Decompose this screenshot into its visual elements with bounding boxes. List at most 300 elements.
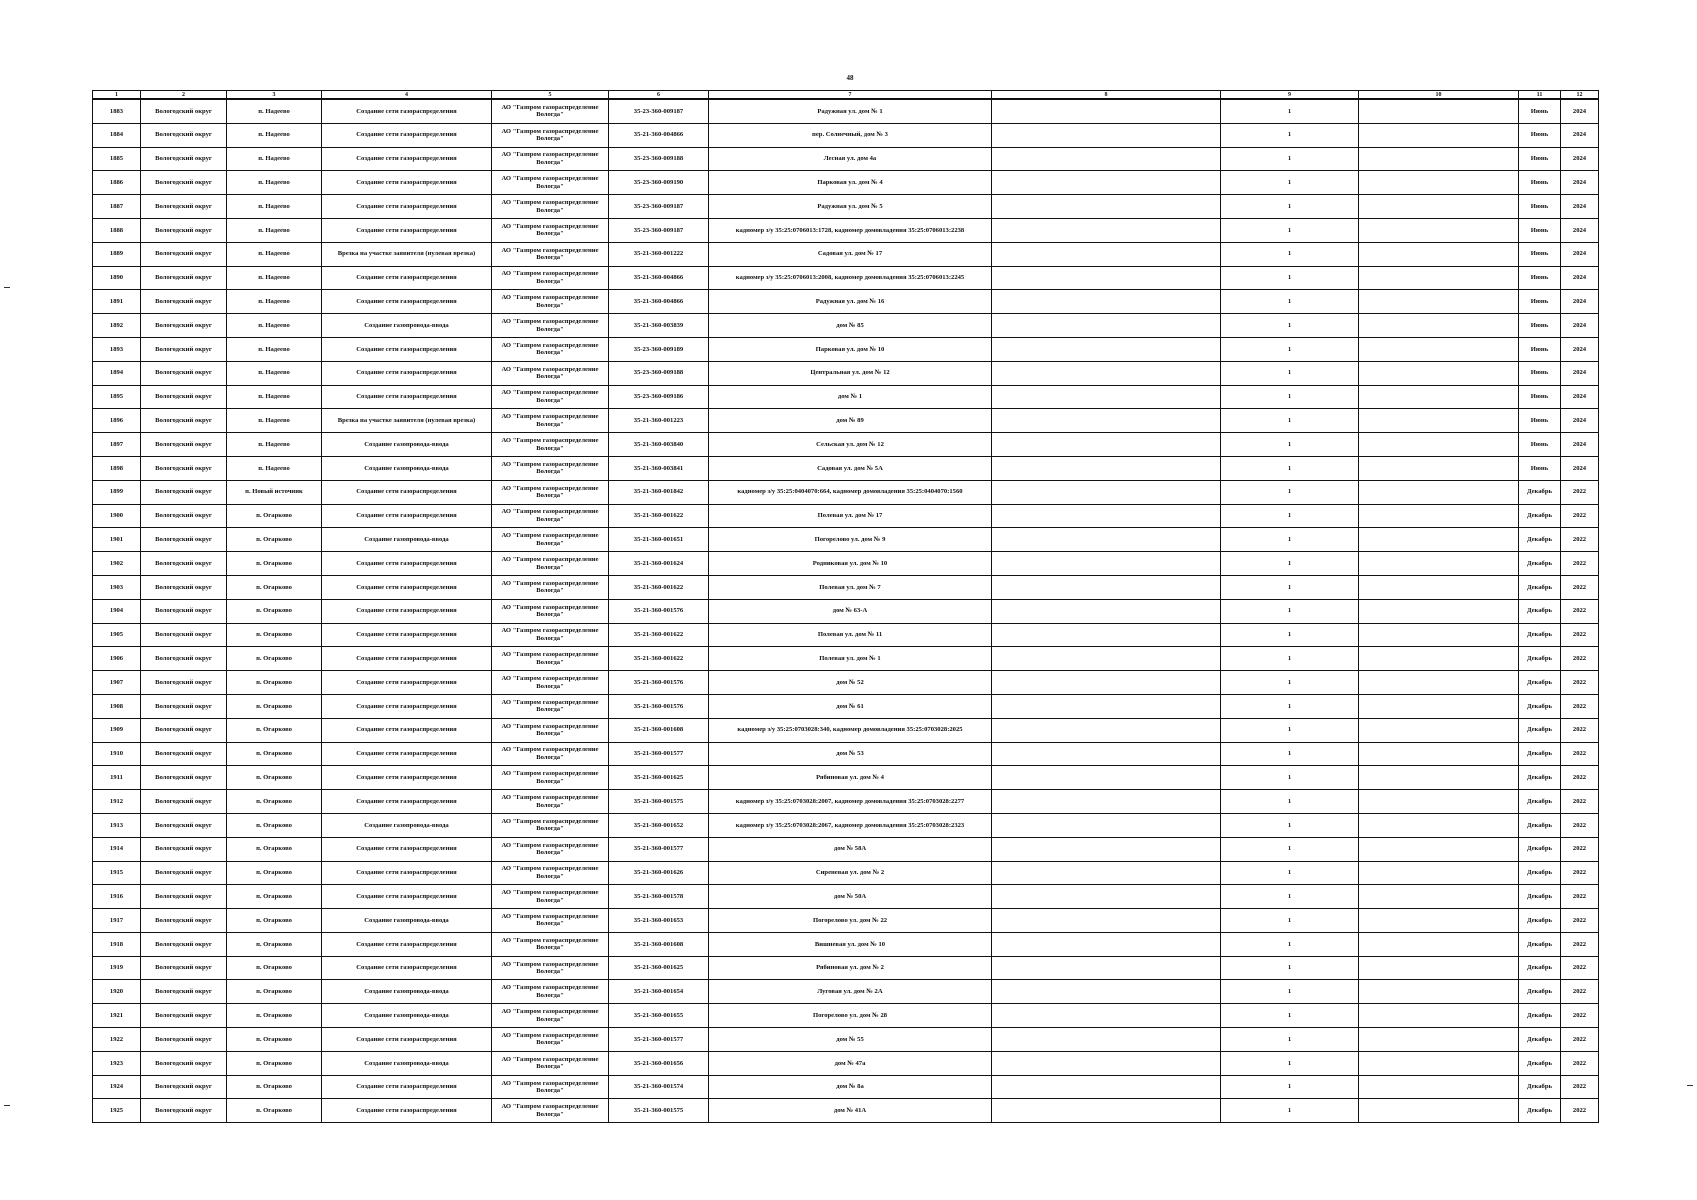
registry-number-cell: 35-21-360-001577 bbox=[609, 742, 709, 766]
empty-cell bbox=[992, 837, 1221, 861]
quantity-cell: 1 bbox=[1221, 218, 1359, 242]
address-cell: пер. Солнечный, дом № 3 bbox=[709, 123, 992, 147]
empty-cell bbox=[992, 337, 1221, 361]
row-number: 1890 bbox=[93, 266, 141, 290]
month-cell: Декабрь bbox=[1519, 1004, 1561, 1028]
district-cell: Вологодский округ bbox=[141, 766, 227, 790]
empty-cell bbox=[992, 1075, 1221, 1099]
year-cell: 2022 bbox=[1561, 861, 1599, 885]
right-margin-mark bbox=[1687, 1085, 1693, 1086]
year-cell: 2022 bbox=[1561, 528, 1599, 552]
quantity-cell: 1 bbox=[1221, 385, 1359, 409]
address-cell: Парковая ул. дом № 10 bbox=[709, 337, 992, 361]
table-row bbox=[93, 1028, 1599, 1052]
settlement-cell: п. Огарково bbox=[227, 837, 322, 861]
row-number: 1891 bbox=[93, 290, 141, 314]
organization-cell: АО "Газпром газораспределение Вологда" bbox=[492, 837, 609, 861]
table-row bbox=[93, 385, 1599, 409]
empty-cell bbox=[992, 742, 1221, 766]
year-cell: 2022 bbox=[1561, 1051, 1599, 1075]
year-cell: 2022 bbox=[1561, 790, 1599, 814]
empty-cell bbox=[1359, 647, 1519, 671]
year-cell: 2024 bbox=[1561, 433, 1599, 457]
registry-number-cell: 35-21-360-003840 bbox=[609, 433, 709, 457]
empty-cell bbox=[1359, 528, 1519, 552]
empty-cell bbox=[1359, 123, 1519, 147]
row-number: 1901 bbox=[93, 528, 141, 552]
quantity-cell: 1 bbox=[1221, 885, 1359, 909]
organization-cell: АО "Газпром газораспределение Вологда" bbox=[492, 147, 609, 171]
registry-number-cell: 35-21-360-001574 bbox=[609, 1075, 709, 1099]
district-cell: Вологодский округ bbox=[141, 147, 227, 171]
address-cell: Радужная ул. дом № 1 bbox=[709, 99, 992, 123]
quantity-cell: 1 bbox=[1221, 337, 1359, 361]
settlement-cell: п. Огарково bbox=[227, 1099, 322, 1123]
settlement-cell: п. Надеево bbox=[227, 266, 322, 290]
empty-cell bbox=[1359, 1099, 1519, 1123]
quantity-cell: 1 bbox=[1221, 1099, 1359, 1123]
empty-cell bbox=[1359, 623, 1519, 647]
district-cell: Вологодский округ bbox=[141, 1028, 227, 1052]
work-type-cell: Создание сети газораспределения bbox=[322, 218, 492, 242]
work-type-cell: Создание сети газораспределения bbox=[322, 385, 492, 409]
work-type-cell: Создание сети газораспределения bbox=[322, 861, 492, 885]
district-cell: Вологодский округ bbox=[141, 980, 227, 1004]
column-number-header: 10 bbox=[1359, 91, 1519, 100]
empty-cell bbox=[1359, 932, 1519, 956]
organization-cell: АО "Газпром газораспределение Вологда" bbox=[492, 909, 609, 933]
page-number: 48 bbox=[846, 74, 854, 82]
registry-number-cell: 35-21-360-001608 bbox=[609, 718, 709, 742]
district-cell: Вологодский округ bbox=[141, 813, 227, 837]
quantity-cell: 1 bbox=[1221, 718, 1359, 742]
settlement-cell: п. Огарково bbox=[227, 956, 322, 980]
column-number-header: 3 bbox=[227, 91, 322, 100]
table-row bbox=[93, 504, 1599, 528]
address-cell: Сиреневая ул. дом № 2 bbox=[709, 861, 992, 885]
settlement-cell: п. Огарково bbox=[227, 1075, 322, 1099]
empty-cell bbox=[1359, 409, 1519, 433]
row-number: 1904 bbox=[93, 599, 141, 623]
empty-cell bbox=[1359, 694, 1519, 718]
district-cell: Вологодский округ bbox=[141, 409, 227, 433]
empty-cell bbox=[1359, 671, 1519, 695]
address-cell: Центральная ул. дом № 12 bbox=[709, 361, 992, 385]
address-cell: кадномер з/у 35:25:0703028:2067, кадномер домовладения 35:25:0703028:2323 bbox=[709, 813, 992, 837]
district-cell: Вологодский округ bbox=[141, 932, 227, 956]
month-cell: Декабрь bbox=[1519, 504, 1561, 528]
work-type-cell: Создание сети газораспределения bbox=[322, 195, 492, 219]
settlement-cell: п. Надеево bbox=[227, 195, 322, 219]
year-cell: 2022 bbox=[1561, 885, 1599, 909]
address-cell: дом № 50А bbox=[709, 885, 992, 909]
empty-cell bbox=[992, 956, 1221, 980]
month-cell: Декабрь bbox=[1519, 480, 1561, 504]
settlement-cell: п. Огарково bbox=[227, 528, 322, 552]
empty-cell bbox=[1359, 599, 1519, 623]
settlement-cell: п. Надеево bbox=[227, 290, 322, 314]
registry-number-cell: 35-21-360-001576 bbox=[609, 694, 709, 718]
district-cell: Вологодский округ bbox=[141, 837, 227, 861]
work-type-cell: Создание сети газораспределения bbox=[322, 790, 492, 814]
table-row bbox=[93, 575, 1599, 599]
settlement-cell: п. Огарково bbox=[227, 742, 322, 766]
empty-cell bbox=[1359, 980, 1519, 1004]
empty-cell bbox=[1359, 1028, 1519, 1052]
registry-number-cell: 35-21-360-001625 bbox=[609, 956, 709, 980]
quantity-cell: 1 bbox=[1221, 528, 1359, 552]
district-cell: Вологодский округ bbox=[141, 718, 227, 742]
left-margin-mark bbox=[4, 1105, 10, 1106]
registry-number-cell: 35-21-360-001622 bbox=[609, 575, 709, 599]
row-number: 1912 bbox=[93, 790, 141, 814]
table-row bbox=[93, 433, 1599, 457]
quantity-cell: 1 bbox=[1221, 433, 1359, 457]
year-cell: 2022 bbox=[1561, 552, 1599, 576]
settlement-cell: п. Огарково bbox=[227, 885, 322, 909]
quantity-cell: 1 bbox=[1221, 409, 1359, 433]
organization-cell: АО "Газпром газораспределение Вологда" bbox=[492, 1028, 609, 1052]
month-cell: Декабрь bbox=[1519, 575, 1561, 599]
row-number: 1911 bbox=[93, 766, 141, 790]
organization-cell: АО "Газпром газораспределение Вологда" bbox=[492, 956, 609, 980]
district-cell: Вологодский округ bbox=[141, 599, 227, 623]
registry-table bbox=[92, 90, 1599, 1123]
table-row bbox=[93, 813, 1599, 837]
empty-cell bbox=[1359, 361, 1519, 385]
year-cell: 2022 bbox=[1561, 766, 1599, 790]
column-number-header: 7 bbox=[709, 91, 992, 100]
month-cell: Декабрь bbox=[1519, 1075, 1561, 1099]
table-row bbox=[93, 409, 1599, 433]
table-row bbox=[93, 956, 1599, 980]
empty-cell bbox=[1359, 718, 1519, 742]
address-cell: Полевая ул. дом № 1 bbox=[709, 647, 992, 671]
empty-cell bbox=[1359, 504, 1519, 528]
empty-cell bbox=[1359, 266, 1519, 290]
registry-number-cell: 35-21-360-001622 bbox=[609, 623, 709, 647]
year-cell: 2022 bbox=[1561, 1099, 1599, 1123]
work-type-cell: Создание сети газораспределения bbox=[322, 504, 492, 528]
empty-cell bbox=[1359, 766, 1519, 790]
empty-cell bbox=[992, 433, 1221, 457]
empty-cell bbox=[992, 266, 1221, 290]
row-number: 1894 bbox=[93, 361, 141, 385]
empty-cell bbox=[992, 528, 1221, 552]
empty-cell bbox=[1359, 1075, 1519, 1099]
settlement-cell: п. Огарково bbox=[227, 718, 322, 742]
district-cell: Вологодский округ bbox=[141, 195, 227, 219]
registry-number-cell: 35-21-360-001575 bbox=[609, 1099, 709, 1123]
row-number: 1918 bbox=[93, 932, 141, 956]
year-cell: 2022 bbox=[1561, 623, 1599, 647]
organization-cell: АО "Газпром газораспределение Вологда" bbox=[492, 980, 609, 1004]
district-cell: Вологодский округ bbox=[141, 99, 227, 123]
year-cell: 2024 bbox=[1561, 242, 1599, 266]
month-cell: Декабрь bbox=[1519, 647, 1561, 671]
year-cell: 2024 bbox=[1561, 314, 1599, 338]
month-cell: Июнь bbox=[1519, 385, 1561, 409]
left-margin-mark bbox=[4, 287, 10, 288]
district-cell: Вологодский округ bbox=[141, 956, 227, 980]
work-type-cell: Создание газопровода-ввода bbox=[322, 909, 492, 933]
table-row bbox=[93, 123, 1599, 147]
row-number: 1919 bbox=[93, 956, 141, 980]
year-cell: 2024 bbox=[1561, 171, 1599, 195]
month-cell: Декабрь bbox=[1519, 766, 1561, 790]
quantity-cell: 1 bbox=[1221, 290, 1359, 314]
district-cell: Вологодский округ bbox=[141, 1099, 227, 1123]
organization-cell: АО "Газпром газораспределение Вологда" bbox=[492, 337, 609, 361]
work-type-cell: Создание сети газораспределения bbox=[322, 1028, 492, 1052]
empty-cell bbox=[992, 195, 1221, 219]
registry-number-cell: 35-21-360-001656 bbox=[609, 1051, 709, 1075]
year-cell: 2022 bbox=[1561, 694, 1599, 718]
quantity-cell: 1 bbox=[1221, 813, 1359, 837]
month-cell: Июнь bbox=[1519, 123, 1561, 147]
table-row bbox=[93, 742, 1599, 766]
work-type-cell: Создание сети газораспределения bbox=[322, 99, 492, 123]
row-number: 1902 bbox=[93, 552, 141, 576]
work-type-cell: Создание газопровода-ввода bbox=[322, 1004, 492, 1028]
month-cell: Декабрь bbox=[1519, 932, 1561, 956]
work-type-cell: Создание газопровода-ввода bbox=[322, 980, 492, 1004]
registry-number-cell: 35-21-360-001222 bbox=[609, 242, 709, 266]
settlement-cell: п. Надеево bbox=[227, 218, 322, 242]
organization-cell: АО "Газпром газораспределение Вологда" bbox=[492, 1004, 609, 1028]
year-cell: 2022 bbox=[1561, 671, 1599, 695]
month-cell: Июнь bbox=[1519, 218, 1561, 242]
settlement-cell: п. Надеево bbox=[227, 171, 322, 195]
month-cell: Декабрь bbox=[1519, 718, 1561, 742]
organization-cell: АО "Газпром газораспределение Вологда" bbox=[492, 266, 609, 290]
row-number: 1922 bbox=[93, 1028, 141, 1052]
quantity-cell: 1 bbox=[1221, 99, 1359, 123]
organization-cell: АО "Газпром газораспределение Вологда" bbox=[492, 171, 609, 195]
header-row bbox=[93, 91, 1599, 100]
registry-number-cell: 35-23-360-009190 bbox=[609, 171, 709, 195]
empty-cell bbox=[992, 1051, 1221, 1075]
column-number-header: 6 bbox=[609, 91, 709, 100]
work-type-cell: Создание сети газораспределения bbox=[322, 837, 492, 861]
month-cell: Июнь bbox=[1519, 456, 1561, 480]
work-type-cell: Создание сети газораспределения bbox=[322, 337, 492, 361]
organization-cell: АО "Газпром газораспределение Вологда" bbox=[492, 409, 609, 433]
row-number: 1920 bbox=[93, 980, 141, 1004]
district-cell: Вологодский округ bbox=[141, 742, 227, 766]
quantity-cell: 1 bbox=[1221, 1051, 1359, 1075]
settlement-cell: п. Огарково bbox=[227, 694, 322, 718]
work-type-cell: Создание сети газораспределения bbox=[322, 147, 492, 171]
empty-cell bbox=[1359, 790, 1519, 814]
month-cell: Декабрь bbox=[1519, 813, 1561, 837]
address-cell: дом № 85 bbox=[709, 314, 992, 338]
table-row bbox=[93, 266, 1599, 290]
registry-number-cell: 35-21-360-003841 bbox=[609, 456, 709, 480]
quantity-cell: 1 bbox=[1221, 242, 1359, 266]
work-type-cell: Создание сети газораспределения bbox=[322, 361, 492, 385]
month-cell: Декабрь bbox=[1519, 1051, 1561, 1075]
column-number-header: 12 bbox=[1561, 91, 1599, 100]
month-cell: Июнь bbox=[1519, 266, 1561, 290]
address-cell: дом № 55 bbox=[709, 1028, 992, 1052]
month-cell: Декабрь bbox=[1519, 909, 1561, 933]
registry-number-cell: 35-23-360-009188 bbox=[609, 147, 709, 171]
quantity-cell: 1 bbox=[1221, 504, 1359, 528]
quantity-cell: 1 bbox=[1221, 147, 1359, 171]
address-cell: кадномер з/у 35:25:0706013:2008, кадномер домовладения 35:25:0706013:2245 bbox=[709, 266, 992, 290]
row-number: 1924 bbox=[93, 1075, 141, 1099]
organization-cell: АО "Газпром газораспределение Вологда" bbox=[492, 766, 609, 790]
empty-cell bbox=[992, 599, 1221, 623]
empty-cell bbox=[992, 171, 1221, 195]
settlement-cell: п. Надеево bbox=[227, 314, 322, 338]
work-type-cell: Создание сети газораспределения bbox=[322, 123, 492, 147]
district-cell: Вологодский округ bbox=[141, 1051, 227, 1075]
empty-cell bbox=[992, 909, 1221, 933]
work-type-cell: Создание сети газораспределения bbox=[322, 599, 492, 623]
work-type-cell: Создание сети газораспределения bbox=[322, 623, 492, 647]
work-type-cell: Создание сети газораспределения bbox=[322, 718, 492, 742]
registry-number-cell: 35-23-360-009187 bbox=[609, 99, 709, 123]
column-number-header: 2 bbox=[141, 91, 227, 100]
organization-cell: АО "Газпром газораспределение Вологда" bbox=[492, 623, 609, 647]
empty-cell bbox=[992, 766, 1221, 790]
table-row bbox=[93, 290, 1599, 314]
empty-cell bbox=[1359, 552, 1519, 576]
year-cell: 2022 bbox=[1561, 837, 1599, 861]
organization-cell: АО "Газпром газораспределение Вологда" bbox=[492, 242, 609, 266]
empty-cell bbox=[1359, 99, 1519, 123]
empty-cell bbox=[992, 218, 1221, 242]
settlement-cell: п. Надеево bbox=[227, 433, 322, 457]
settlement-cell: п. Огарково bbox=[227, 766, 322, 790]
settlement-cell: п. Огарково bbox=[227, 1004, 322, 1028]
quantity-cell: 1 bbox=[1221, 480, 1359, 504]
address-cell: дом № 63-А bbox=[709, 599, 992, 623]
settlement-cell: п. Огарково bbox=[227, 552, 322, 576]
empty-cell bbox=[1359, 433, 1519, 457]
empty-cell bbox=[992, 813, 1221, 837]
district-cell: Вологодский округ bbox=[141, 242, 227, 266]
row-number: 1906 bbox=[93, 647, 141, 671]
table-row bbox=[93, 694, 1599, 718]
settlement-cell: п. Огарково bbox=[227, 790, 322, 814]
row-number: 1897 bbox=[93, 433, 141, 457]
organization-cell: АО "Газпром газораспределение Вологда" bbox=[492, 599, 609, 623]
month-cell: Декабрь bbox=[1519, 552, 1561, 576]
empty-cell bbox=[992, 314, 1221, 338]
empty-cell bbox=[992, 409, 1221, 433]
settlement-cell: п. Надеево bbox=[227, 99, 322, 123]
organization-cell: АО "Газпром газораспределение Вологда" bbox=[492, 1051, 609, 1075]
quantity-cell: 1 bbox=[1221, 552, 1359, 576]
row-number: 1917 bbox=[93, 909, 141, 933]
year-cell: 2024 bbox=[1561, 266, 1599, 290]
address-cell: Полевая ул. дом № 7 bbox=[709, 575, 992, 599]
row-number: 1886 bbox=[93, 171, 141, 195]
table-row bbox=[93, 980, 1599, 1004]
quantity-cell: 1 bbox=[1221, 932, 1359, 956]
work-type-cell: Создание сети газораспределения bbox=[322, 647, 492, 671]
table-row bbox=[93, 861, 1599, 885]
year-cell: 2022 bbox=[1561, 1075, 1599, 1099]
quantity-cell: 1 bbox=[1221, 790, 1359, 814]
address-cell: Полевая ул. дом № 11 bbox=[709, 623, 992, 647]
table-row bbox=[93, 837, 1599, 861]
row-number: 1907 bbox=[93, 671, 141, 695]
registry-number-cell: 35-21-360-001575 bbox=[609, 790, 709, 814]
month-cell: Декабрь bbox=[1519, 623, 1561, 647]
row-number: 1895 bbox=[93, 385, 141, 409]
address-cell: Лесная ул. дом 4а bbox=[709, 147, 992, 171]
empty-cell bbox=[992, 694, 1221, 718]
empty-cell bbox=[1359, 290, 1519, 314]
settlement-cell: п. Огарково bbox=[227, 623, 322, 647]
empty-cell bbox=[1359, 575, 1519, 599]
table-row bbox=[93, 909, 1599, 933]
empty-cell bbox=[992, 552, 1221, 576]
registry-number-cell: 35-21-360-001608 bbox=[609, 932, 709, 956]
empty-cell bbox=[1359, 456, 1519, 480]
table-row bbox=[93, 456, 1599, 480]
settlement-cell: п. Огарково bbox=[227, 599, 322, 623]
month-cell: Декабрь bbox=[1519, 837, 1561, 861]
table-row bbox=[93, 361, 1599, 385]
address-cell: кадномер з/у 35:25:0703028:2007, кадномер домовладения 35:25:0703028:2277 bbox=[709, 790, 992, 814]
address-cell: дом № 1 bbox=[709, 385, 992, 409]
row-number: 1888 bbox=[93, 218, 141, 242]
settlement-cell: п. Огарково bbox=[227, 575, 322, 599]
row-number: 1913 bbox=[93, 813, 141, 837]
quantity-cell: 1 bbox=[1221, 909, 1359, 933]
year-cell: 2022 bbox=[1561, 909, 1599, 933]
month-cell: Июнь bbox=[1519, 290, 1561, 314]
quantity-cell: 1 bbox=[1221, 1028, 1359, 1052]
registry-number-cell: 35-21-360-001577 bbox=[609, 1028, 709, 1052]
address-cell: Луговая ул. дом № 2А bbox=[709, 980, 992, 1004]
district-cell: Вологодский округ bbox=[141, 861, 227, 885]
registry-number-cell: 35-21-360-001651 bbox=[609, 528, 709, 552]
work-type-cell: Создание газопровода-ввода bbox=[322, 813, 492, 837]
quantity-cell: 1 bbox=[1221, 195, 1359, 219]
quantity-cell: 1 bbox=[1221, 361, 1359, 385]
address-cell: дом № 52 bbox=[709, 671, 992, 695]
district-cell: Вологодский округ bbox=[141, 623, 227, 647]
district-cell: Вологодский округ bbox=[141, 885, 227, 909]
row-number: 1887 bbox=[93, 195, 141, 219]
table-row bbox=[93, 790, 1599, 814]
registry-number-cell: 35-21-360-001223 bbox=[609, 409, 709, 433]
empty-cell bbox=[1359, 242, 1519, 266]
row-number: 1921 bbox=[93, 1004, 141, 1028]
registry-number-cell: 35-21-360-001624 bbox=[609, 552, 709, 576]
organization-cell: АО "Газпром газораспределение Вологда" bbox=[492, 218, 609, 242]
registry-number-cell: 35-21-360-001652 bbox=[609, 813, 709, 837]
year-cell: 2022 bbox=[1561, 599, 1599, 623]
address-cell: кадномер з/у 35:25:0404070:664, кадномер домовладения 35:25:0404070:1560 bbox=[709, 480, 992, 504]
empty-cell bbox=[992, 504, 1221, 528]
registry-number-cell: 35-21-360-001625 bbox=[609, 766, 709, 790]
district-cell: Вологодский округ bbox=[141, 337, 227, 361]
empty-cell bbox=[992, 147, 1221, 171]
district-cell: Вологодский округ bbox=[141, 480, 227, 504]
district-cell: Вологодский округ bbox=[141, 909, 227, 933]
organization-cell: АО "Газпром газораспределение Вологда" bbox=[492, 694, 609, 718]
quantity-cell: 1 bbox=[1221, 456, 1359, 480]
empty-cell bbox=[1359, 813, 1519, 837]
row-number: 1903 bbox=[93, 575, 141, 599]
